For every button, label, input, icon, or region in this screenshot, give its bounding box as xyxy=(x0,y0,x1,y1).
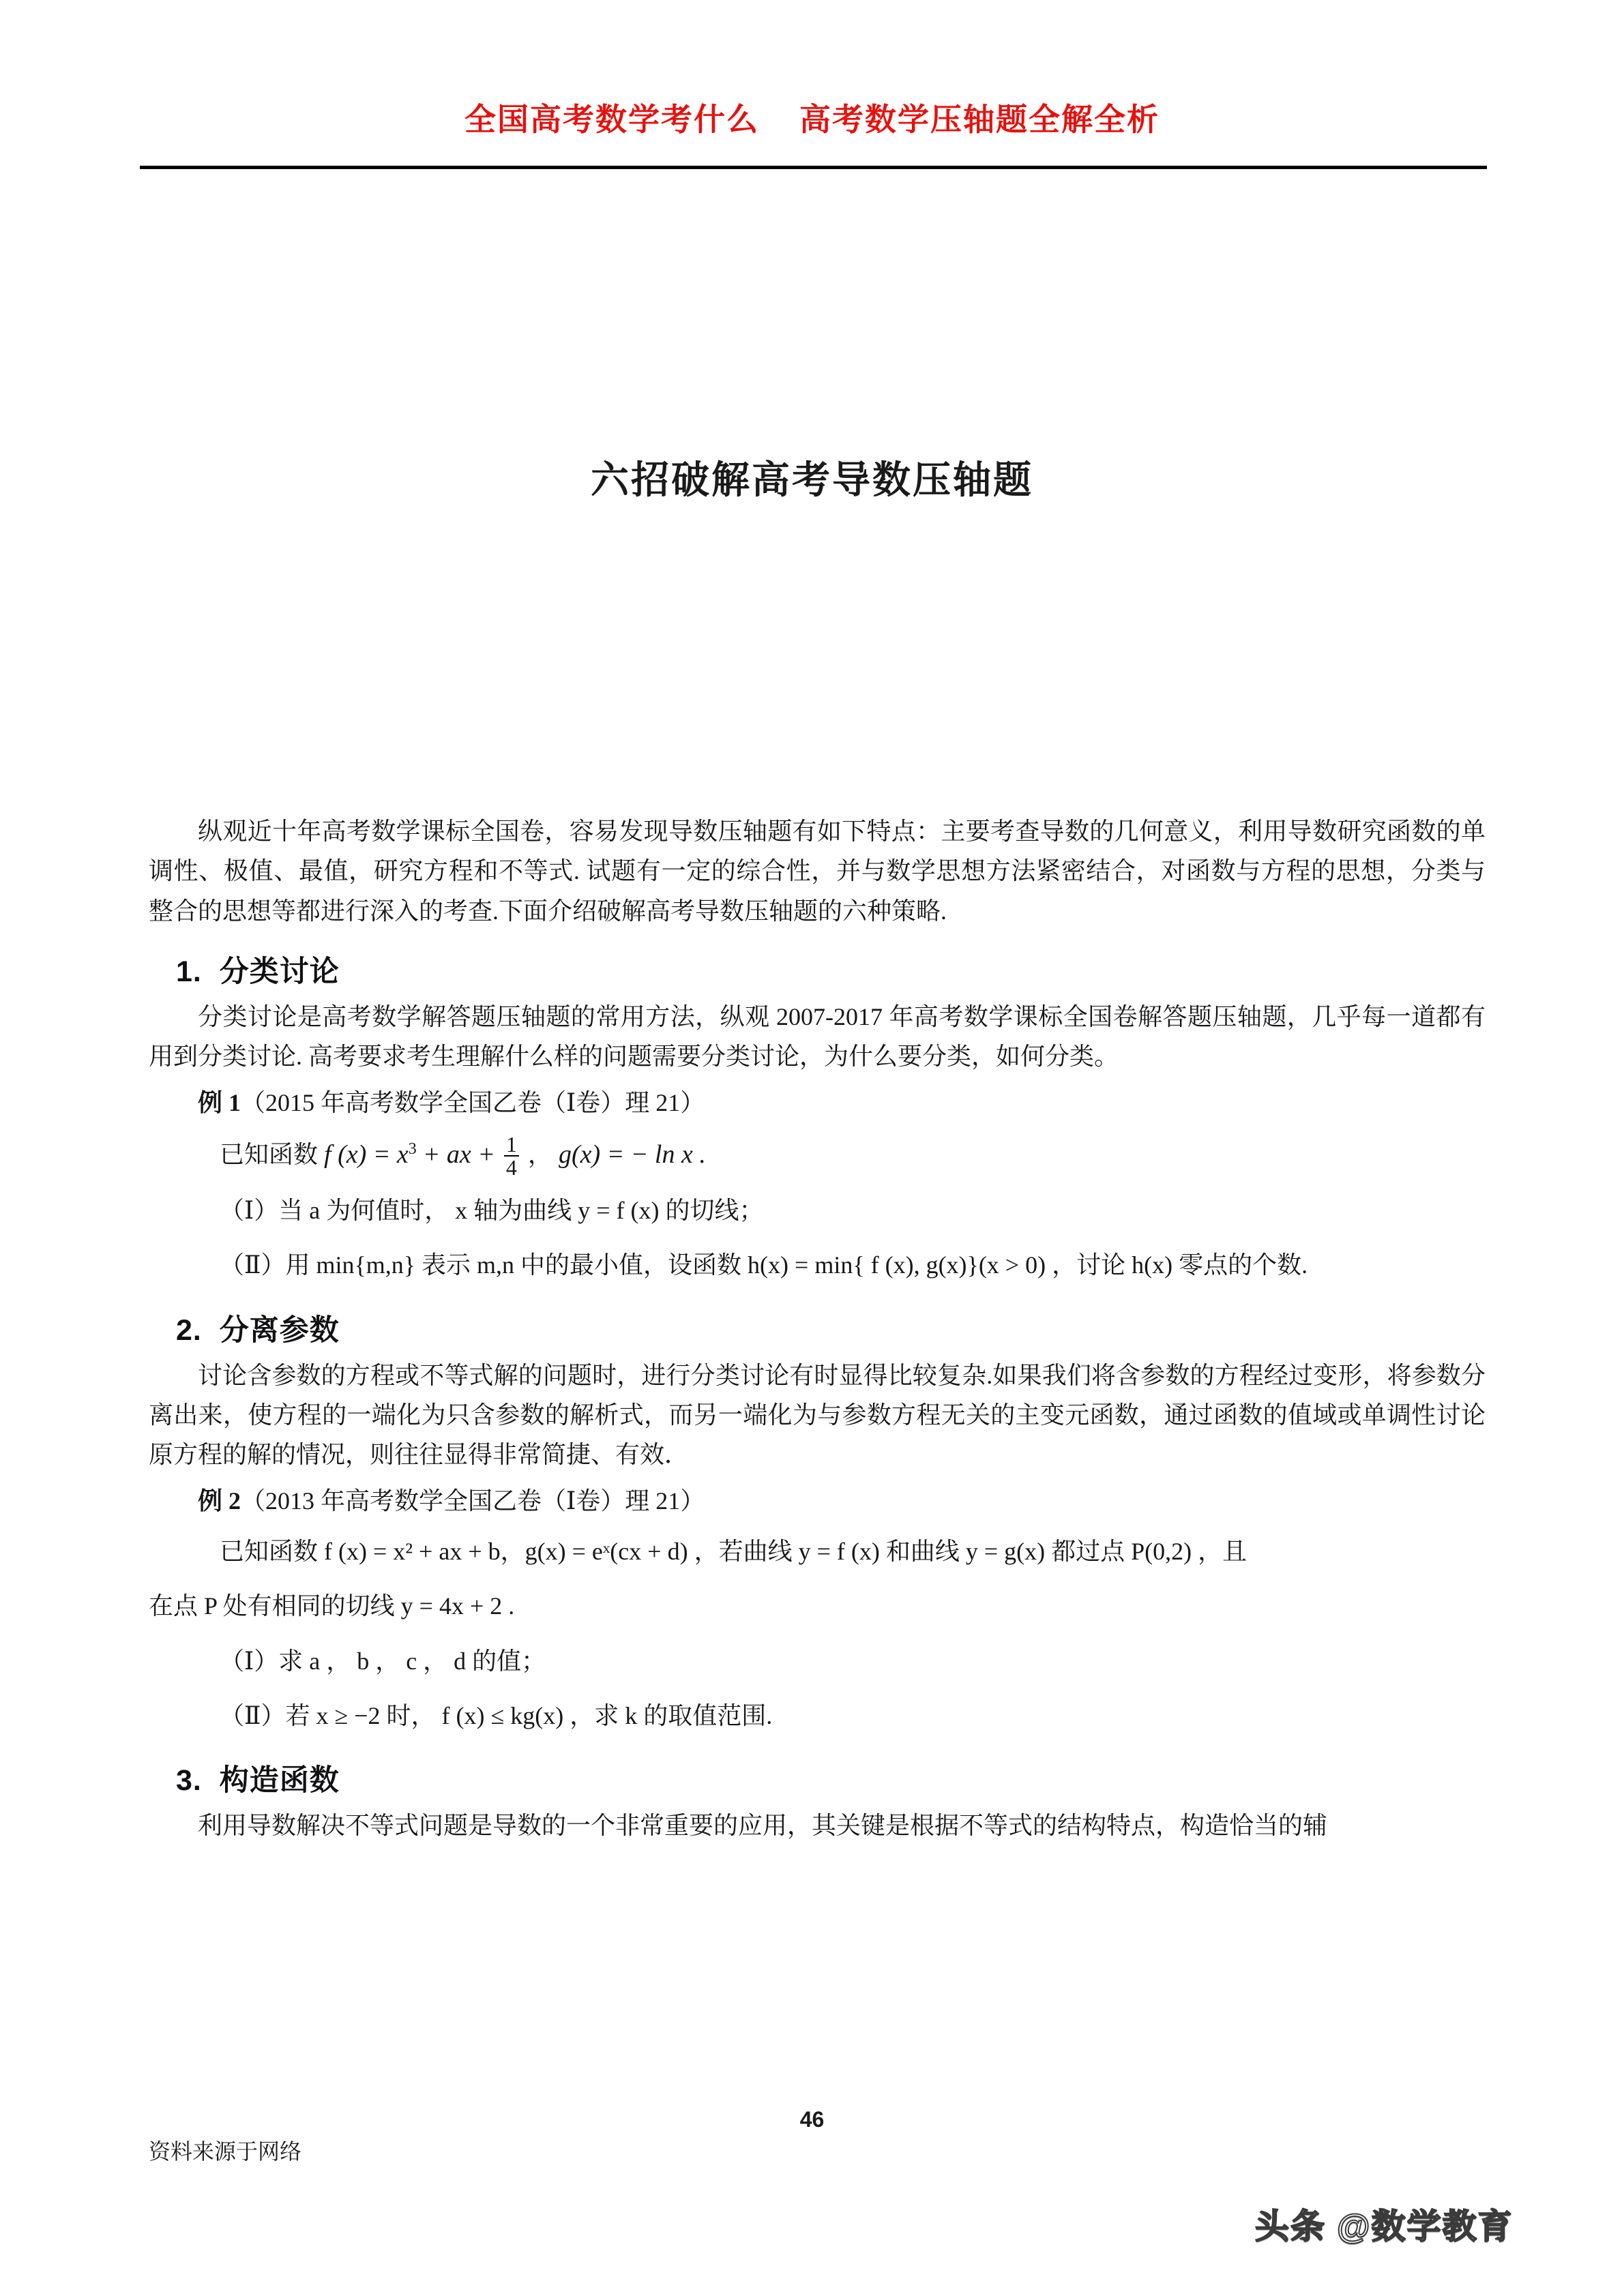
section-3-paragraph: 利用导数解决不等式问题是导数的一个非常重要的应用，其关键是根据不等式的结构特点，构造恰当的辅 xyxy=(198,1811,1328,1839)
example-1-term: + ax + xyxy=(422,1140,495,1169)
header-divider-rule xyxy=(140,166,1487,169)
example-1-exponent: 3 xyxy=(408,1140,417,1159)
example-1-given xyxy=(149,1129,1486,1180)
example-2-given-line-1: 已知函数 f (x) = x² + ax + b，g(x) = eˣ(cx + d) ，若曲线 y = f (x) 和曲线 y = g(x) 都过点 P(0,2) ，且 xyxy=(220,1538,1247,1566)
fraction-denominator: 4 xyxy=(504,1155,519,1178)
watermark: 头条 @数学教育 xyxy=(1255,2207,1514,2246)
fraction-numerator: 1 xyxy=(505,1131,517,1157)
example-1-source: （2015 年高考数学全国乙卷（Ⅰ卷）理 21） xyxy=(241,1088,705,1116)
example-2-heading xyxy=(149,1482,1486,1521)
section-title-2: 分离参数 xyxy=(219,1313,340,1347)
page-title: 六招破解高考导数压轴题 xyxy=(591,458,1033,501)
example-1-label: 例 1 xyxy=(198,1088,241,1116)
example-2-given-line-2: 在点 P 处有相同的切线 y = 4x + 2 . xyxy=(149,1592,515,1620)
footer-source-note: 资料来源于网络 xyxy=(149,2139,302,2164)
document-body xyxy=(149,811,1486,1849)
example-1-fx: f (x) = x xyxy=(324,1140,409,1169)
section-heading-1 xyxy=(149,949,1486,990)
example-2-part-1: （Ⅰ）求 a ， b ， c ， d 的值； xyxy=(220,1647,546,1675)
example-1-part-1: （Ⅰ）当 a 为何值时， x 轴为曲线 y = f (x) 的切线； xyxy=(220,1197,764,1225)
example-1-fraction xyxy=(504,1133,519,1178)
example-2-source: （2013 年高考数学全国乙卷（Ⅰ卷）理 21） xyxy=(241,1487,705,1515)
section-number-1: 1. xyxy=(176,955,202,988)
example-1-heading xyxy=(149,1084,1486,1123)
section-title-1: 分类讨论 xyxy=(219,955,340,988)
section-1-paragraph: 分类讨论是高考数学解答题压轴题的常用方法，纵观 2007-2017 年高考数学课标全国卷解答题压轴题，几乎每一道都有用到分类讨论. 高考要求考生理解什么样的问题需要分类讨论，为什么要分类，如何分类。 xyxy=(149,1002,1486,1071)
running-header xyxy=(0,102,1624,137)
section-2-paragraph: 讨论含参数的方程或不等式解的问题时，进行分类讨论有时显得比较复杂.如果我们将含参数的方程经过变形，将参数分离出来，使方程的一端化为只含参数的解析式，而另一端化为与参数方程无关的主变元函数，通过函数的值域或单调性讨论原方程的解的情况，则往往显得非常简捷、有效． xyxy=(149,1361,1486,1469)
section-title-3: 构造函数 xyxy=(219,1763,340,1797)
example-1-gx: g(x) = − ln x . xyxy=(558,1140,706,1169)
section-number-2: 2. xyxy=(176,1313,202,1347)
running-header-title: 全国高考数学考什么 高考数学压轴题全解全析 xyxy=(464,102,1160,137)
example-1-given-prefix: 已知函数 xyxy=(220,1141,319,1169)
intro-paragraph: 纵观近十年高考数学课标全国卷，容易发现导数压轴题有如下特点：主要考查导数的几何意义，利用导数研究函数的单调性、极值、最值，研究方程和不等式. 试题有一定的综合性，并与数学思想方法紧密结合，对函数与方程的思想，分类与整合的思想等都进行深入的考查.下面介绍破解高考导数压轴题的六种策略. xyxy=(149,818,1486,925)
page-number: 46 xyxy=(799,2107,825,2132)
example-1-separator: ， xyxy=(527,1141,552,1169)
example-1-part-2: （Ⅱ）用 min{m,n} 表示 m,n 中的最小值，设函数 h(x) = min{ f (x), g(x)}(x > 0) ，讨论 h(x) 零点的个数. xyxy=(220,1251,1308,1279)
section-heading-2 xyxy=(149,1307,1486,1349)
example-2-part-2: （Ⅱ）若 x ≥ −2 时， f (x) ≤ kg(x) ，求 k 的取值范围. xyxy=(220,1701,773,1729)
example-2-label: 例 2 xyxy=(198,1487,241,1515)
section-heading-3 xyxy=(149,1757,1486,1799)
section-number-3: 3. xyxy=(176,1763,202,1797)
